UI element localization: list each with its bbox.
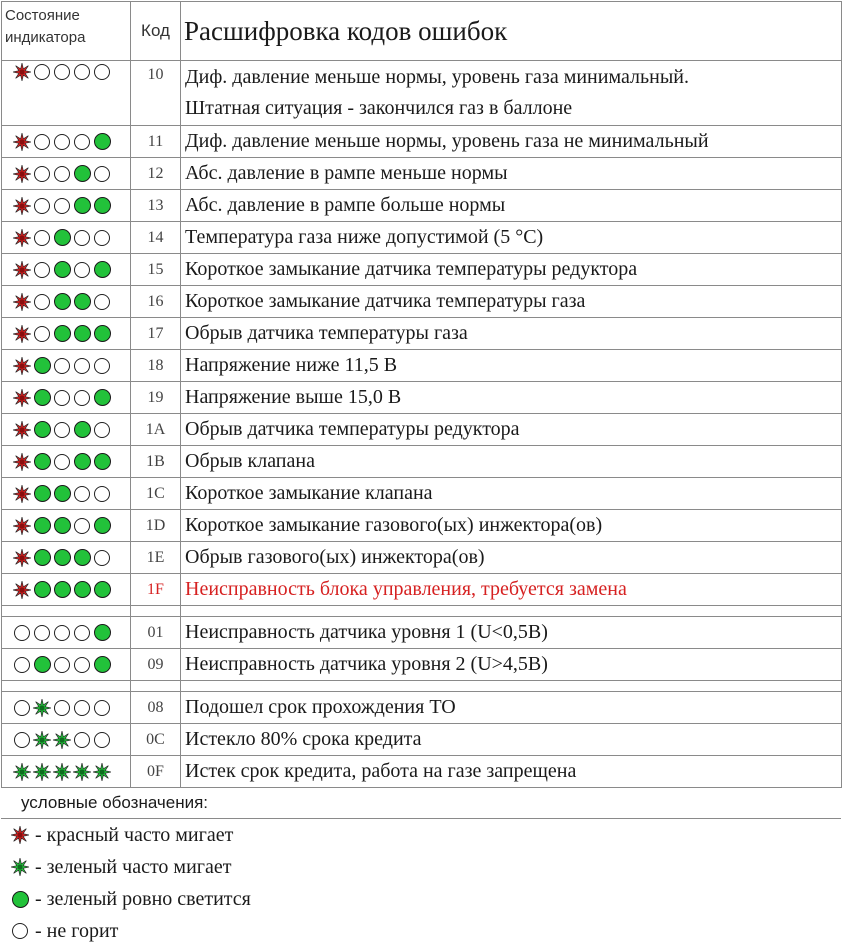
red-flashing-icon — [13, 549, 31, 567]
legend-item — [1, 851, 841, 883]
indicator-state — [2, 478, 131, 510]
error-description — [181, 649, 842, 681]
description-line: Штатная ситуация - закончился газ в баллоне — [185, 97, 573, 119]
indicator-state — [2, 446, 131, 478]
red-flashing-icon — [13, 357, 31, 375]
description-line: Напряжение выше 15,0 В — [185, 386, 402, 408]
indicator-state — [2, 414, 131, 446]
green-flashing-icon — [11, 858, 29, 876]
off-icon — [53, 133, 71, 151]
error-description — [181, 318, 842, 350]
off-icon — [73, 731, 91, 749]
error-code-table — [1, 1, 842, 788]
off-icon — [73, 389, 91, 407]
green-steady-icon — [93, 517, 111, 535]
error-code-sheet — [1, 1, 841, 945]
off-icon — [53, 165, 71, 183]
description-line: Напряжение ниже 11,5 В — [185, 354, 398, 376]
indicator-lights — [2, 447, 130, 477]
error-description — [181, 756, 842, 788]
off-icon — [73, 485, 91, 503]
indicator-lights — [2, 693, 130, 723]
indicator-lights — [2, 127, 130, 157]
red-flashing-icon — [13, 581, 31, 599]
indicator-lights — [2, 511, 130, 541]
indicator-lights — [2, 287, 130, 317]
green-steady-icon — [93, 581, 111, 599]
off-icon — [53, 624, 71, 642]
description-line: Неисправность датчика уровня 2 (U>4,5В) — [185, 653, 548, 675]
error-code: 0F — [131, 756, 181, 788]
legend-items — [1, 819, 841, 947]
table-row — [2, 649, 842, 681]
table-row — [2, 617, 842, 649]
indicator-state — [2, 382, 131, 414]
green-steady-icon — [53, 581, 71, 599]
off-icon — [73, 624, 91, 642]
indicator-lights — [2, 383, 130, 413]
error-description — [181, 126, 842, 158]
green-flashing-icon — [73, 763, 91, 781]
off-icon — [13, 656, 31, 674]
indicator-lights — [2, 319, 130, 349]
indicator-lights — [2, 543, 130, 573]
off-icon — [93, 731, 111, 749]
indicator-state — [2, 318, 131, 350]
off-icon — [13, 624, 31, 642]
error-code: 09 — [131, 649, 181, 681]
header-row — [2, 2, 842, 61]
table-row — [2, 510, 842, 542]
table-row — [2, 222, 842, 254]
indicator-lights — [2, 575, 130, 605]
table-row — [2, 446, 842, 478]
error-description — [181, 254, 842, 286]
indicator-state — [2, 756, 131, 788]
off-icon — [33, 197, 51, 215]
green-steady-icon — [73, 453, 91, 471]
green-steady-icon — [93, 656, 111, 674]
separator-cell — [181, 681, 842, 692]
green-flashing-icon — [13, 763, 31, 781]
error-code: 1B — [131, 446, 181, 478]
off-icon — [53, 389, 71, 407]
code-column-header: Код — [131, 2, 181, 61]
red-flashing-icon — [11, 826, 29, 844]
error-code: 08 — [131, 692, 181, 724]
description-line: Короткое замыкание клапана — [185, 482, 433, 504]
error-description — [181, 286, 842, 318]
off-icon — [93, 549, 111, 567]
off-icon — [73, 357, 91, 375]
green-steady-icon — [33, 421, 51, 439]
green-steady-icon — [73, 421, 91, 439]
error-code: 16 — [131, 286, 181, 318]
green-steady-icon — [93, 325, 111, 343]
table-row — [2, 61, 842, 126]
off-icon — [93, 421, 111, 439]
description-line: Короткое замыкание датчика температуры газа — [185, 290, 586, 312]
off-icon — [93, 357, 111, 375]
description-line: Неисправность блока управления, требуется замена — [185, 578, 627, 600]
green-steady-icon — [93, 197, 111, 215]
green-flashing-icon — [53, 763, 71, 781]
green-flashing-icon — [93, 763, 111, 781]
error-description — [181, 158, 842, 190]
indicator-state — [2, 350, 131, 382]
error-description — [181, 190, 842, 222]
green-steady-icon — [73, 197, 91, 215]
green-steady-icon — [33, 389, 51, 407]
table-row — [2, 318, 842, 350]
table-row — [2, 382, 842, 414]
description-line: Диф. давление меньше нормы, уровень газа не минимальный — [185, 130, 709, 152]
table-row — [2, 286, 842, 318]
off-icon — [53, 656, 71, 674]
error-code: 1A — [131, 414, 181, 446]
green-steady-icon — [93, 133, 111, 151]
off-icon — [93, 699, 111, 717]
green-steady-icon — [53, 485, 71, 503]
off-icon — [73, 656, 91, 674]
green-steady-icon — [93, 624, 111, 642]
red-flashing-icon — [13, 485, 31, 503]
green-flashing-icon — [53, 731, 71, 749]
green-steady-icon — [53, 325, 71, 343]
indicator-column-header — [2, 2, 131, 61]
indicator-lights — [2, 255, 130, 285]
table-row — [2, 126, 842, 158]
error-code: 0C — [131, 724, 181, 756]
red-flashing-icon — [13, 293, 31, 311]
table-row — [2, 414, 842, 446]
legend-label: - зеленый часто мигает — [35, 855, 232, 878]
description-line: Подошел срок прохождения ТО — [185, 696, 456, 718]
indicator-header-line2: индикатора — [5, 29, 86, 46]
table-row — [2, 350, 842, 382]
off-icon — [33, 293, 51, 311]
error-description — [181, 414, 842, 446]
green-steady-icon — [53, 293, 71, 311]
error-description — [181, 382, 842, 414]
legend-title: условные обозначения: — [1, 788, 841, 819]
separator-cell — [2, 606, 131, 617]
group-separator — [2, 606, 842, 617]
red-flashing-icon — [13, 421, 31, 439]
error-description — [181, 510, 842, 542]
description-line: Истекло 80% срока кредита — [185, 728, 422, 750]
red-flashing-icon — [13, 197, 31, 215]
error-code: 01 — [131, 617, 181, 649]
separator-cell — [131, 681, 181, 692]
table-row — [2, 724, 842, 756]
off-icon — [53, 699, 71, 717]
green-steady-icon — [33, 656, 51, 674]
indicator-lights — [2, 61, 130, 125]
error-description — [181, 350, 842, 382]
error-description — [181, 692, 842, 724]
indicator-state — [2, 222, 131, 254]
green-steady-icon — [93, 261, 111, 279]
indicator-state — [2, 190, 131, 222]
green-steady-icon — [53, 261, 71, 279]
error-description — [181, 61, 842, 126]
green-steady-icon — [33, 549, 51, 567]
off-icon — [33, 624, 51, 642]
description-line: Обрыв датчика температуры газа — [185, 322, 468, 344]
table-row — [2, 190, 842, 222]
indicator-lights — [2, 650, 130, 680]
error-code: 17 — [131, 318, 181, 350]
error-code: 19 — [131, 382, 181, 414]
error-description — [181, 617, 842, 649]
indicator-lights — [2, 415, 130, 445]
error-code: 1C — [131, 478, 181, 510]
description-line: Истек срок кредита, работа на газе запрещена — [185, 760, 577, 782]
table-row — [2, 254, 842, 286]
error-code: 1E — [131, 542, 181, 574]
description-line: Неисправность датчика уровня 1 (U<0,5В) — [185, 621, 548, 643]
off-icon — [53, 197, 71, 215]
indicator-state — [2, 286, 131, 318]
off-icon — [53, 357, 71, 375]
red-flashing-icon — [13, 261, 31, 279]
error-description — [181, 446, 842, 478]
indicator-lights — [2, 479, 130, 509]
off-icon — [13, 699, 31, 717]
off-icon — [93, 229, 111, 247]
description-line: Обрыв газового(ых) инжектора(ов) — [185, 546, 485, 568]
off-icon — [73, 63, 91, 81]
green-steady-icon — [53, 517, 71, 535]
legend — [1, 788, 841, 947]
red-flashing-icon — [13, 517, 31, 535]
legend-label: - зеленый ровно светится — [35, 887, 251, 910]
green-steady-icon — [73, 549, 91, 567]
table-row — [2, 158, 842, 190]
red-flashing-icon — [13, 63, 31, 81]
error-code: 14 — [131, 222, 181, 254]
description-line: Диф. давление меньше нормы, уровень газа минимальный. — [185, 66, 689, 88]
error-code: 1F — [131, 574, 181, 606]
error-description — [181, 222, 842, 254]
table-row — [2, 574, 842, 606]
off-icon — [73, 261, 91, 279]
indicator-lights — [2, 223, 130, 253]
table-row — [2, 756, 842, 788]
off-icon — [73, 517, 91, 535]
green-steady-icon — [73, 325, 91, 343]
error-description — [181, 724, 842, 756]
off-icon — [33, 63, 51, 81]
indicator-state — [2, 724, 131, 756]
red-flashing-icon — [13, 453, 31, 471]
off-icon — [33, 325, 51, 343]
off-icon — [93, 63, 111, 81]
green-steady-icon — [33, 485, 51, 503]
description-line: Абс. давление в рампе меньше нормы — [185, 162, 508, 184]
indicator-state — [2, 649, 131, 681]
separator-cell — [131, 606, 181, 617]
description-line: Температура газа ниже допустимой (5 °С) — [185, 226, 544, 248]
off-icon — [93, 165, 111, 183]
green-steady-icon — [73, 293, 91, 311]
green-steady-icon — [33, 581, 51, 599]
indicator-state — [2, 692, 131, 724]
legend-label: - красный часто мигает — [35, 823, 234, 846]
indicator-header-line1: Состояние — [5, 7, 80, 24]
green-steady-icon — [33, 517, 51, 535]
table-row — [2, 542, 842, 574]
off-icon — [53, 453, 71, 471]
indicator-state — [2, 510, 131, 542]
off-icon — [53, 421, 71, 439]
indicator-state — [2, 617, 131, 649]
separator-cell — [181, 606, 842, 617]
red-flashing-icon — [13, 325, 31, 343]
green-steady-icon — [73, 581, 91, 599]
legend-item — [1, 883, 841, 915]
description-line: Короткое замыкание газового(ых) инжектора(ов) — [185, 514, 603, 536]
indicator-lights — [2, 191, 130, 221]
description-line: Абс. давление в рампе больше нормы — [185, 194, 506, 216]
indicator-state — [2, 574, 131, 606]
description-line: Короткое замыкание датчика температуры редуктора — [185, 258, 638, 280]
red-flashing-icon — [13, 133, 31, 151]
green-steady-icon — [73, 165, 91, 183]
error-code: 12 — [131, 158, 181, 190]
off-icon — [33, 165, 51, 183]
red-flashing-icon — [13, 165, 31, 183]
error-code: 1D — [131, 510, 181, 542]
error-description — [181, 478, 842, 510]
green-steady-icon — [53, 549, 71, 567]
off-icon — [93, 293, 111, 311]
indicator-lights — [2, 159, 130, 189]
description-line: Обрыв датчика температуры редуктора — [185, 418, 520, 440]
error-description — [181, 574, 842, 606]
off-icon — [73, 699, 91, 717]
indicator-state — [2, 542, 131, 574]
green-steady-icon — [11, 890, 29, 908]
off-icon — [33, 229, 51, 247]
off-icon — [33, 133, 51, 151]
green-steady-icon — [33, 453, 51, 471]
indicator-state — [2, 254, 131, 286]
indicator-state — [2, 61, 131, 126]
error-code: 11 — [131, 126, 181, 158]
error-code: 10 — [131, 61, 181, 126]
off-icon — [93, 485, 111, 503]
indicator-lights — [2, 725, 130, 755]
off-icon — [33, 261, 51, 279]
green-flashing-icon — [33, 731, 51, 749]
indicator-lights — [2, 757, 130, 787]
error-description — [181, 542, 842, 574]
green-steady-icon — [93, 389, 111, 407]
separator-cell — [2, 681, 131, 692]
legend-item — [1, 819, 841, 851]
off-icon — [73, 229, 91, 247]
table-row — [2, 478, 842, 510]
green-flashing-icon — [33, 763, 51, 781]
legend-label: - не горит — [35, 919, 119, 942]
indicator-lights — [2, 351, 130, 381]
indicator-state — [2, 158, 131, 190]
indicator-state — [2, 126, 131, 158]
off-icon — [73, 133, 91, 151]
off-icon — [53, 63, 71, 81]
table-row — [2, 692, 842, 724]
red-flashing-icon — [13, 389, 31, 407]
error-code: 13 — [131, 190, 181, 222]
off-icon — [11, 922, 29, 940]
error-code: 18 — [131, 350, 181, 382]
description-line: Обрыв клапана — [185, 450, 315, 472]
indicator-lights — [2, 618, 130, 648]
green-steady-icon — [33, 357, 51, 375]
table-title: Расшифровка кодов ошибок — [181, 2, 842, 61]
green-steady-icon — [93, 453, 111, 471]
red-flashing-icon — [13, 229, 31, 247]
group-separator — [2, 681, 842, 692]
green-steady-icon — [53, 229, 71, 247]
off-icon — [13, 731, 31, 749]
error-code: 15 — [131, 254, 181, 286]
green-flashing-icon — [33, 699, 51, 717]
legend-item — [1, 915, 841, 947]
